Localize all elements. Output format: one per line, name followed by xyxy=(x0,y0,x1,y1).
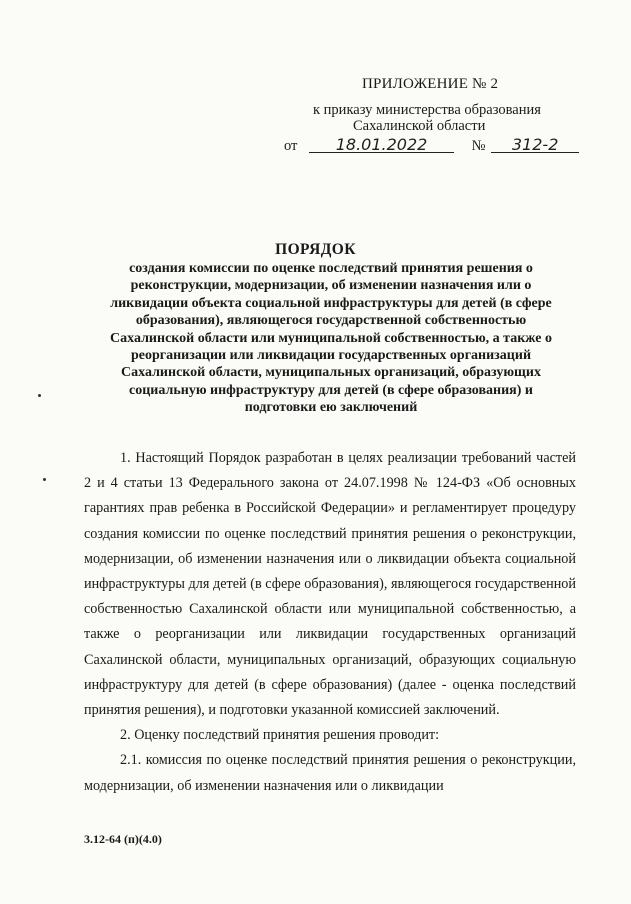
annex-order-line: к приказу министерства образования xyxy=(313,102,541,118)
document-title: ПОРЯДОК xyxy=(275,241,356,258)
paragraph-2: 2. Оценку последствий принятия решения проводит: xyxy=(120,727,440,744)
from-label: от xyxy=(284,138,298,154)
document-body xyxy=(84,446,576,799)
paragraph-1: 1. Настоящий Порядок разработан в целях реализации требований частей 2 и 4 статьи 13 Федерального закона от 24.07.1998 № 124-ФЗ «Об основных гарантиях прав ребенка в Российской Федерации» и регламентирует процедуру создания комиссии по оценке последствий принятия решения о реконструкции, модернизации, об изменении назначения или о ликвидации объекта социальной инфраструктуры для детей (в сфере образования), являющегося государственной собственностью Сахалинской области или муниципальной собственностью, а также о реорганизации или ликвидации государственных организаций Сахалинской области, муниципальных организаций, образующих социальную инфраструктуру для детей (в сфере образования) (далее - оценка последствий принятия решения), и подготовки указанной комиссией заключений. xyxy=(84,450,576,719)
footer-code: 3.12-64 (п)(4.0) xyxy=(84,832,162,846)
paragraph-2-1: 2.1. комиссия по оценке последствий принятия решения о реконструкции, модернизации, об изменении назначения или о ликвидации xyxy=(84,752,576,794)
annex-region-line: Сахалинской области xyxy=(353,118,486,134)
annex-reference xyxy=(284,137,579,155)
document-subtitle: создания комиссии по оценке последствий принятия решения о реконструкции, модернизации, об изменении назначения или о ликвидации объекта социальной инфраструктуры для детей (в сфере образования), являющегося государственной собственностью Сахалинской области или муниципальной собственностью, а также о реорганизации или ликвидации государственных организаций Сахалинской области, муниципальных организаций, образующих социальную инфраструктуру для детей (в сфере образования) и подготовки ею заключений xyxy=(110,261,552,416)
scan-speck xyxy=(38,394,41,397)
scan-speck xyxy=(43,478,46,481)
annex-title: ПРИЛОЖЕНИЕ № 2 xyxy=(362,76,499,92)
handwritten-number: 312-2 xyxy=(491,137,579,153)
number-label: № xyxy=(471,138,486,154)
handwritten-date: 18.01.2022 xyxy=(309,137,454,153)
